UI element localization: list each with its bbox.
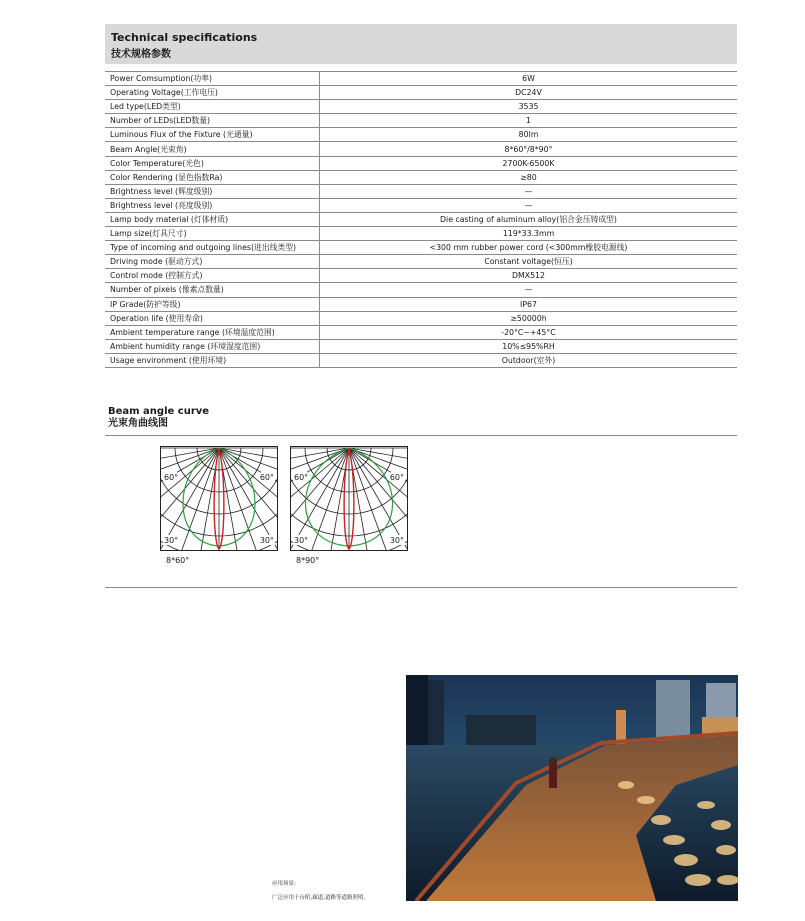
spec-label: Led type(LED类型) bbox=[105, 100, 320, 114]
polar-angle-label: 60° bbox=[259, 473, 274, 482]
polar-caption-90: 8*90° bbox=[296, 556, 320, 565]
application-label: 应用场景: bbox=[272, 881, 296, 887]
spec-value: -20°C~+45°C bbox=[320, 325, 738, 339]
spec-value: DC24V bbox=[320, 86, 738, 100]
spec-value: — bbox=[320, 184, 738, 198]
spec-row bbox=[105, 114, 737, 128]
spec-row bbox=[105, 241, 737, 255]
spec-row bbox=[105, 227, 737, 241]
spec-value: 119*33.3mm bbox=[320, 227, 738, 241]
spec-title-zh: 技术规格参数 bbox=[111, 49, 171, 60]
spec-value: — bbox=[320, 198, 738, 212]
polar-angle-label: 60° bbox=[389, 473, 404, 482]
spec-label: Type of incoming and outgoing lines(进出线类型) bbox=[105, 241, 320, 255]
spec-label: Lamp size(灯具尺寸) bbox=[105, 227, 320, 241]
spec-label: Power Comsumption(功率) bbox=[105, 72, 320, 86]
spec-value: 8*60°/8*90° bbox=[320, 142, 738, 156]
polar-caption-60: 8*60° bbox=[166, 556, 190, 565]
polar-angle-label: 30° bbox=[389, 536, 404, 545]
spec-label: Color Temperature(光色) bbox=[105, 156, 320, 170]
spec-row bbox=[105, 255, 737, 269]
polar-chart-90 bbox=[290, 446, 408, 551]
spec-value: DMX512 bbox=[320, 269, 738, 283]
spec-row bbox=[105, 283, 737, 297]
spec-value: ≥80 bbox=[320, 170, 738, 184]
spec-value: Die casting of aluminum alloy(铝合金压铸成型) bbox=[320, 212, 738, 226]
polar-angle-label: 30° bbox=[164, 536, 179, 545]
spec-label: Control mode (控制方式) bbox=[105, 269, 320, 283]
polar-angle-label: 30° bbox=[294, 536, 309, 545]
spec-value: IP67 bbox=[320, 297, 738, 311]
spec-label: Brightness level (亮度级别) bbox=[105, 198, 320, 212]
spec-header-band bbox=[105, 24, 737, 64]
spec-label: IP Grade(防护等级) bbox=[105, 297, 320, 311]
spec-title-en: Technical specifications bbox=[111, 31, 258, 44]
spec-value: 80lm bbox=[320, 128, 738, 142]
beam-top-rule bbox=[105, 435, 737, 436]
spec-value: ≥50000h bbox=[320, 311, 738, 325]
spec-row bbox=[105, 72, 737, 86]
spec-value: 1 bbox=[320, 114, 738, 128]
spec-row bbox=[105, 353, 737, 367]
beam-bottom-rule bbox=[105, 587, 737, 588]
spec-row bbox=[105, 325, 737, 339]
spec-value: 6W bbox=[320, 72, 738, 86]
spec-row bbox=[105, 128, 737, 142]
spec-row bbox=[105, 269, 737, 283]
spec-label: Operation life (使用寿命) bbox=[105, 311, 320, 325]
spec-row bbox=[105, 311, 737, 325]
spec-row bbox=[105, 198, 737, 212]
polar-angle-label: 60° bbox=[164, 473, 179, 482]
spec-row bbox=[105, 212, 737, 226]
spec-value: Constant voltage(恒压) bbox=[320, 255, 738, 269]
spec-label: Ambient temperature range (环境温度范围) bbox=[105, 325, 320, 339]
spec-label: Operating Voltage(工作电压) bbox=[105, 86, 320, 100]
spec-label: Ambient humidity range (环境湿度范围) bbox=[105, 339, 320, 353]
polar-chart-60 bbox=[160, 446, 278, 551]
spec-row bbox=[105, 100, 737, 114]
spec-row bbox=[105, 339, 737, 353]
spec-label: Usage environment (使用环境) bbox=[105, 353, 320, 367]
beam-section-title bbox=[108, 406, 209, 430]
spec-value: Outdoor(室外) bbox=[320, 353, 738, 367]
spec-value: <300 mm rubber power cord (<300mm橡胶电源线) bbox=[320, 241, 738, 255]
spec-row bbox=[105, 297, 737, 311]
spec-label: Number of pixels (像素点数量) bbox=[105, 283, 320, 297]
spec-label: Luminous Flux of the Fixture (光通量) bbox=[105, 128, 320, 142]
spec-row bbox=[105, 184, 737, 198]
beam-title-en: Beam angle curve bbox=[108, 406, 210, 417]
spec-table bbox=[105, 71, 737, 368]
spec-label: Beam Angle(光束角) bbox=[105, 142, 320, 156]
spec-label: Driving mode (驱动方式) bbox=[105, 255, 320, 269]
spec-value: 10%≤95%RH bbox=[320, 339, 738, 353]
application-photo bbox=[406, 675, 738, 901]
polar-angle-label: 60° bbox=[294, 473, 309, 482]
spec-row bbox=[105, 170, 737, 184]
spec-value: 3535 bbox=[320, 100, 738, 114]
spec-value: 2700K-6500K bbox=[320, 156, 738, 170]
application-text: 广泛应用于台阶,廊道,道路等道路照明。 bbox=[272, 895, 369, 901]
spec-label: Number of LEDs(LED数量) bbox=[105, 114, 320, 128]
spec-label: Lamp body material (灯体材质) bbox=[105, 212, 320, 226]
spec-value: — bbox=[320, 283, 738, 297]
spec-row bbox=[105, 142, 737, 156]
spec-row bbox=[105, 86, 737, 100]
spec-row bbox=[105, 156, 737, 170]
beam-title-zh: 光束角曲线图 bbox=[108, 418, 168, 429]
spec-label: Brightness level (辉度级别) bbox=[105, 184, 320, 198]
spec-label: Color Rendering (显色指数Ra) bbox=[105, 170, 320, 184]
polar-angle-label: 30° bbox=[259, 536, 274, 545]
